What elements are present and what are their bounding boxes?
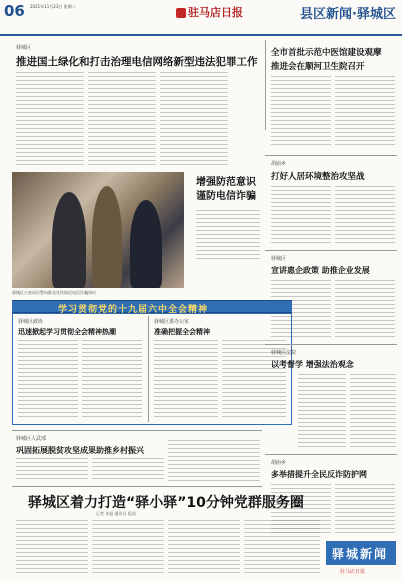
feature-byline: 记者 本报 通讯员 报道 — [96, 511, 136, 516]
study-banner — [12, 300, 292, 313]
study1-col-1 — [18, 340, 78, 420]
divider — [265, 155, 397, 156]
study1-headline: 迅速掀起学习贯彻全会精神热潮 — [18, 328, 116, 336]
study2-col-1 — [154, 340, 218, 420]
divider — [265, 344, 397, 345]
poverty-col-1 — [16, 458, 88, 484]
poverty-headline: 巩固拓展脱贫攻坚成果助推乡村振兴 — [16, 446, 144, 455]
study1-kicker: 驿城区政协 — [18, 319, 44, 325]
study2-kicker: 驿城区委办公室 — [154, 319, 190, 325]
feature-col-1 — [16, 520, 88, 578]
logo-icon — [176, 8, 186, 18]
photo-person — [52, 192, 86, 288]
main-kicker: 驿城区 — [16, 45, 32, 51]
court-col-2 — [350, 374, 396, 450]
banner-text: 学习贯彻党的十九届六中全会精神 — [58, 305, 209, 315]
photo-person — [130, 200, 162, 288]
feature-col-4 — [244, 520, 320, 578]
poverty-col-2 — [92, 458, 164, 484]
photo-headline-1: 增强防范意识 — [196, 177, 256, 188]
footer-logo-text: 驿城新闻 — [332, 547, 389, 561]
section-title: 县区新闻·驿城区 — [300, 7, 396, 22]
tech-col-2 — [335, 186, 395, 246]
court-col-1 — [298, 374, 346, 450]
news-photo — [12, 172, 184, 288]
date-line: 2021年11月23日 星期二 — [30, 4, 76, 9]
feature-col-2 — [92, 520, 164, 578]
page-number: 06 — [4, 2, 25, 20]
court-headline: 以考督学 增强法治观念 — [271, 360, 354, 369]
tech-kicker: 胡庙乡 — [271, 161, 287, 167]
hospital-col-2 — [335, 76, 395, 150]
section-footer-logo — [326, 541, 396, 565]
main-col-2 — [88, 72, 156, 168]
photo-headline — [196, 176, 256, 204]
tech-col-1 — [271, 186, 331, 246]
main-col-3 — [160, 72, 228, 168]
court-kicker: 驿城区法院 — [271, 350, 297, 356]
poverty-kicker: 驿城区人武部 — [16, 436, 47, 442]
photo-person — [92, 186, 122, 288]
divider — [265, 40, 266, 130]
divider — [265, 454, 397, 455]
policy-kicker: 驿城区 — [271, 256, 287, 262]
edu-headline: 多举措提升全民反诈防护网 — [271, 470, 367, 479]
policy-headline: 宣讲惠企政策 助推企业发展 — [271, 266, 370, 275]
page-header — [0, 0, 402, 36]
hospital-headline-2: 推进会在顺河卫生院召开 — [271, 62, 365, 72]
tech-headline: 打好人居环境整治攻坚战 — [271, 172, 365, 182]
hospital-col-1 — [271, 76, 331, 150]
photo-caption: 驿城区公安局民警向群众宣传防范电信诈骗知识 — [12, 290, 96, 295]
divider — [12, 486, 262, 487]
main-headline: 推进国土绿化和打击治理电信网络新型违法犯罪工作 — [16, 56, 258, 68]
divider — [148, 316, 149, 422]
photo-story-text — [196, 210, 260, 264]
feature-col-3 — [168, 520, 240, 578]
policy-col-2 — [335, 280, 395, 340]
newspaper-logo: 驻马店日报 — [176, 4, 243, 20]
edu-col-2 — [335, 484, 395, 536]
hospital-headline-1: 全市首批示范中医馆建设观摩 — [271, 48, 382, 58]
edu-kicker: 胡庙乡 — [271, 460, 287, 466]
divider — [12, 430, 262, 431]
photo-headline-2: 谨防电信诈骗 — [196, 191, 256, 202]
main-col-1 — [16, 72, 84, 168]
study2-headline: 准确把握全会精神 — [154, 328, 210, 336]
poverty-col-3 — [168, 440, 260, 484]
watermark: 驻马店日报 — [340, 569, 366, 575]
divider — [265, 250, 397, 251]
study1-col-2 — [82, 340, 142, 420]
feature-headline: 驿城区着力打造“驿小驿”10分钟党群服务圈 — [28, 495, 304, 511]
